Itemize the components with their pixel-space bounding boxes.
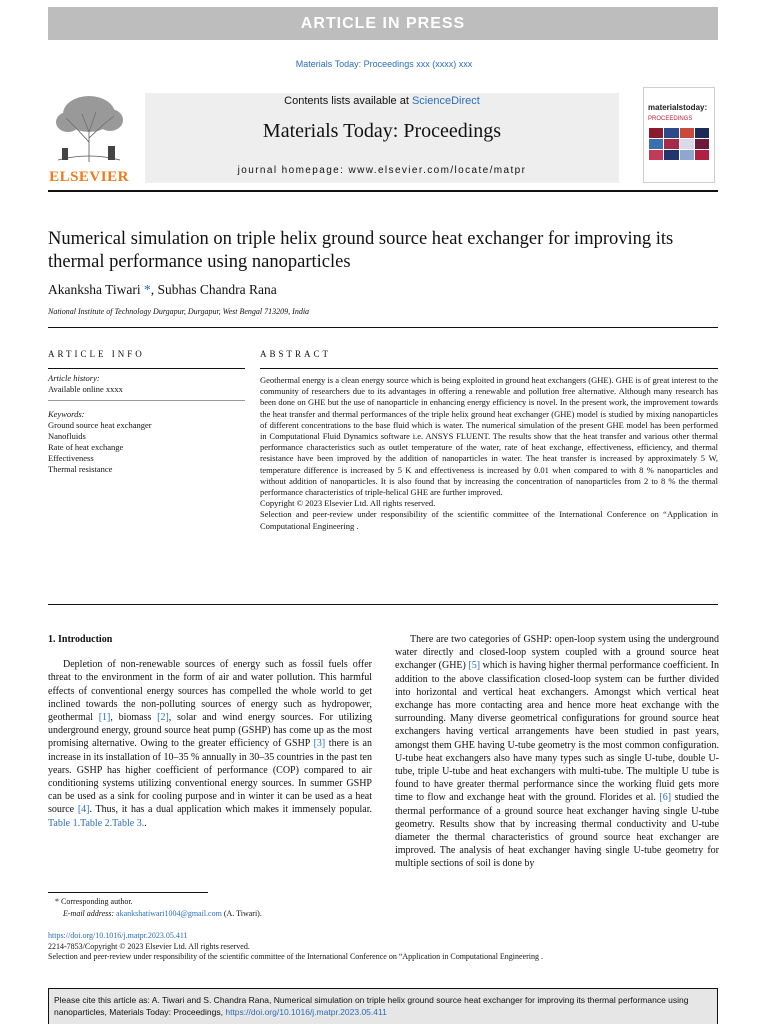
citation-link[interactable]: [1]	[98, 712, 111, 724]
keyword-item: Rate of heat exchange	[48, 442, 124, 452]
doi-link[interactable]: https://doi.org/10.1016/j.matpr.2023.05.411	[48, 931, 188, 940]
keyword-item: Nanofluids	[48, 431, 86, 441]
header-divider	[48, 190, 718, 192]
body-column-right	[395, 633, 719, 871]
abstract-heading: ABSTRACT	[260, 349, 332, 359]
footer-selection-note: Selection and peer-review under responsibility of the scientific committee of the International Conference on “Application in Computational Engineering .	[48, 952, 544, 961]
text-run: which is having higher thermal performance coefficient. In addition to the above classification closed-loop system can be further divided into horizontal and vertical heat exchangers. Amongst which vertical heat exchange has more contacting area and hence more heat exchange with the surrounding. Many diverse geometrical configurations for ground source heat exchangers having vertical arrangements have been studied in past years, amongst them GHE having U-tube geometry is the most common configuration. U-tube heat exchangers also have many types such as single U-tube, double U-tube, triple U-tube and heat exchangers with multi-tube. The multiple U tube is found to have greater thermal performance since the working fluid gets more time to flow and exchange heat with the ground. Florides et al.	[395, 660, 719, 804]
section-heading: 1. Introduction	[48, 634, 113, 645]
article-info-heading: ARTICLE INFO	[48, 349, 145, 359]
affiliation: National Institute of Technology Durgapur, Durgapur, West Bengal 713209, India	[48, 307, 310, 316]
contents-prefix: Contents lists available at	[284, 95, 412, 107]
citation-box	[48, 988, 718, 1024]
abstract-end-divider	[48, 604, 718, 605]
footnote-mark: *	[55, 897, 61, 906]
footnote-text: Corresponding author.	[61, 897, 133, 906]
abstract-body	[260, 375, 718, 532]
citation-link[interactable]: [2]	[157, 712, 169, 724]
email-link[interactable]: akankshatiwari1004@gmail.com	[116, 908, 222, 918]
text-run: .	[144, 817, 147, 829]
cover-tiles	[649, 128, 709, 160]
journal-reference-link[interactable]: Materials Today: Proceedings xxx (xxxx) xxx	[295, 59, 473, 69]
journal-homepage[interactable]: journal homepage: www.elsevier.com/locate/matpr	[237, 165, 527, 176]
author-separator: ,	[150, 282, 158, 297]
author-name[interactable]: Akanksha Tiwari	[48, 282, 141, 297]
text-run: studied the thermal performance of a ground source heat exchanger having single U-tube geometry. Results show that by increasing thermal conductivity and U-tube diameter the thermal characteristics of ground source heat exchanger are improved. The analysis of heat exchanger having single U-tube geometry for multiple sections of soil is done by	[395, 792, 719, 870]
text-run: . Thus, it has a dual application which makes it immensely popular.	[89, 804, 372, 816]
corresponding-author-mark[interactable]: *	[140, 282, 151, 297]
abstract-copyright: Copyright © 2023 Elsevier Ltd. All rights reserved.	[260, 498, 436, 509]
footnote	[55, 896, 262, 919]
keyword-item: Effectiveness	[48, 453, 94, 463]
footnote-divider	[48, 892, 208, 893]
email-owner: (A. Tiwari).	[221, 908, 262, 918]
elsevier-tree-icon	[48, 92, 130, 164]
email-line	[55, 908, 262, 920]
text-run: , solar and wind energy sources. For utilizing underground energy, ground source heat pump (GSHP) has come up as the most promising alternative. Owing to the greater efficiency of GSHP	[48, 712, 372, 750]
abstract-divider	[260, 368, 718, 369]
email-label: E-mail address:	[63, 908, 117, 918]
abstract-selection-note: Selection and peer-review under responsibility of the scientific committee of the International Conference on “Application in Computational Engineering .	[260, 509, 718, 531]
citation-link[interactable]: [3]	[313, 738, 326, 750]
cover-title: materialstoday:	[648, 103, 708, 112]
sciencedirect-link[interactable]: ScienceDirect	[411, 95, 480, 107]
issn-copyright: 2214-7853/Copyright © 2023 Elsevier Ltd. All rights reserved.	[48, 941, 250, 951]
citation-doi-link[interactable]: https://doi.org/10.1016/j.matpr.2023.05.411	[225, 1007, 387, 1017]
abstract-text: Geothermal energy is a clean energy source which is being exploited in ground heat exchangers (GHE). GHE is of great interest to the community of researchers due to its advantages in offering a renewable and pollution free alternative. Although many research has been done on GHE but the use of nanoparticle in enhancing energy efficiency is novel. In the present work, the improvement towards the heat transfer and thermal performances of the triple helix ground heat exchanger (GHE) model is studied by mixing nanoparticles of different concentrations to the base fluid which is water. The numerical simulation of the present GHE model has been performed in Computational Fluid Dynamics software i.e. ANSYS FLUENT. The results show that the heat transfer and various other thermal performance characteristics such as outlet temperature of the water, rate of heat exchange, effectiveness, efficiency, and thermal resistance have been improved by the addition of nanoparticles in water. The heat transfer is increased by approximately 5 W, temperature difference is increased by 5 K and effectiveness is increased by 0.01 when compared to with 8 % nanoparticles and without addition of nanoparticles. It is also found that by increasing the concentration of nanoparticles from 2 to 8 % the thermal performance characteristics of triple-helical GHE are further improved.	[260, 375, 718, 498]
keyword-item: Ground source heat exchanger	[48, 420, 152, 430]
journal-name: Materials Today: Proceedings	[262, 120, 502, 142]
paragraph	[395, 633, 719, 871]
table-links[interactable]: Table 1.Table 2.Table 3.	[48, 817, 145, 829]
author-list	[48, 282, 277, 298]
title-divider	[48, 327, 718, 328]
publication-footer	[48, 931, 718, 963]
article-title: Numerical simulation on triple helix ground source heat exchanger for improving its thermal performance using nanoparticles	[48, 229, 674, 272]
elsevier-wordmark: ELSEVIER	[49, 169, 129, 185]
elsevier-logo[interactable]	[48, 92, 130, 185]
author-name[interactable]: Subhas Chandra Rana	[157, 282, 277, 297]
paragraph	[48, 658, 372, 830]
history-value: Available online xxxx	[48, 384, 123, 394]
citation-link[interactable]: [5]	[468, 660, 481, 672]
text-run: there is an increase in its installation of 10–35 % annually in 30–35 countries in the past ten years. GSHP has higher coefficient of performance (COP) compared to air conditioning systems utilizing conventional energy sources. In summer GSHP can be used as a sink for cooling purpose and in winter it can be used as a heat source	[48, 738, 373, 816]
text-run: There are two categories of GSHP: open-loop system using the underground water directly and closed-loop system coupled with a ground source heat exchanger (GHE)	[395, 634, 719, 672]
citation-text: Please cite this article as: A. Tiwari and S. Chandra Rana, Numerical simulation on triple helix ground source heat exchanger for improving its thermal performance using nanoparticles, Materials Today: Proceedings,	[54, 995, 689, 1017]
keywords-label: Keywords:	[48, 409, 85, 419]
keyword-item: Thermal resistance	[48, 464, 113, 474]
citation-link[interactable]: [6]	[659, 792, 672, 804]
body-column-left	[48, 633, 372, 830]
journal-cover-image[interactable]	[643, 87, 715, 183]
history-divider	[48, 400, 245, 401]
cover-subtitle: PROCEEDINGS	[648, 116, 693, 122]
info-divider	[48, 368, 245, 369]
keywords	[48, 409, 152, 475]
history-label: Article history:	[48, 373, 100, 383]
contents-line	[145, 95, 619, 107]
article-history	[48, 373, 123, 395]
citation-link[interactable]: [4]	[77, 804, 90, 816]
text-run: , biomass	[110, 712, 158, 724]
corresponding-note	[55, 896, 262, 908]
article-in-press-banner: ARTICLE IN PRESS	[48, 7, 718, 40]
text-run: Depletion of non-renewable sources of energy such as fossil fuels offer threat to the environment in the form of air and water pollution. This harmful effects of conventional energy sources has compelled the whole world to get inclined towards the non-polluting sources of energy such as hydropower, geothermal	[48, 659, 372, 724]
